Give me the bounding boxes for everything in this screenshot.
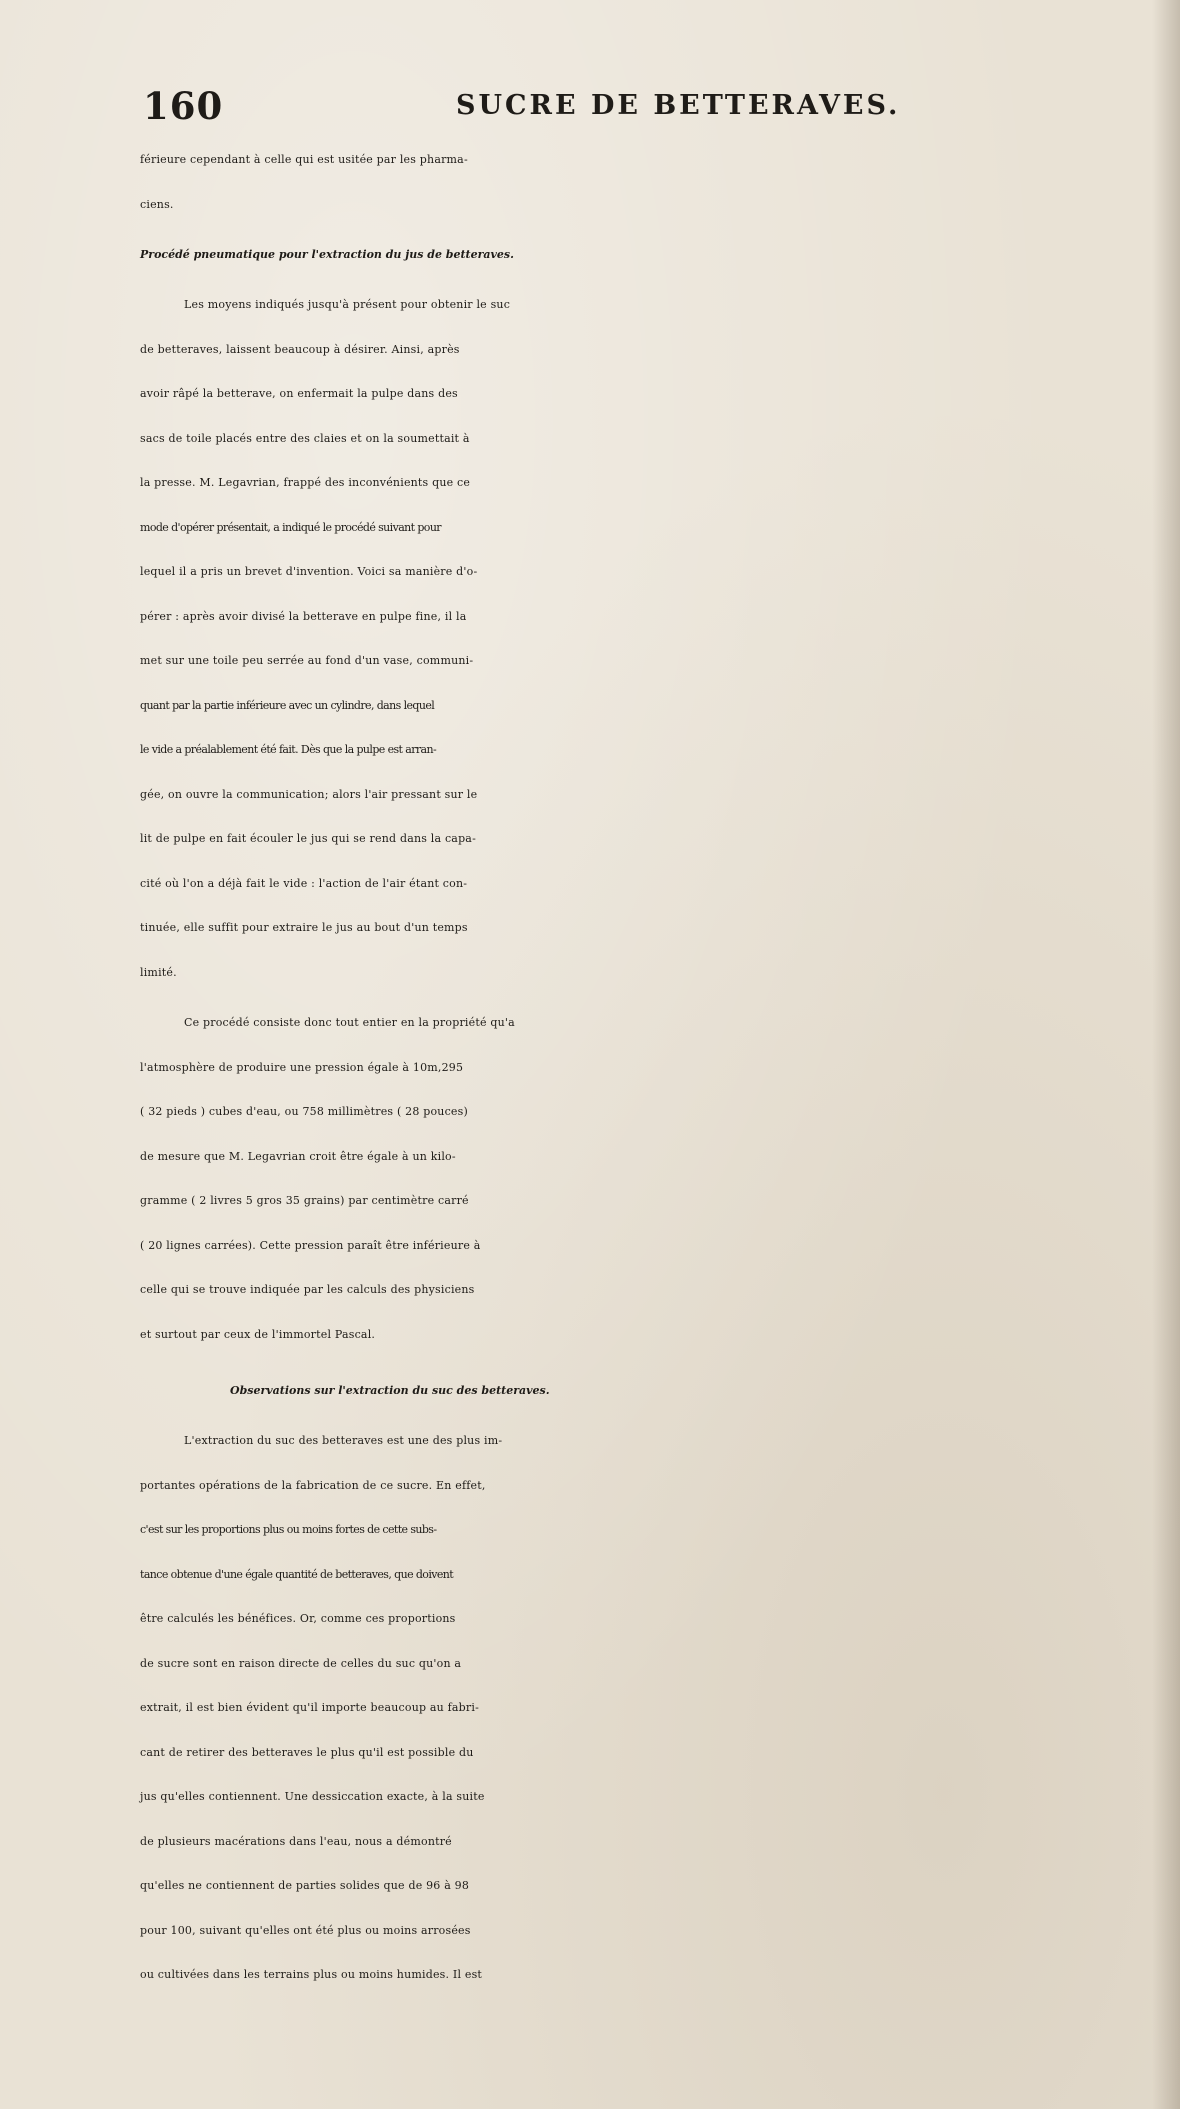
text-line: sacs de toile placés entre des claies et on la soumettait à xyxy=(140,431,470,445)
text-line: avoir râpé la betterave, on enfermait la pulpe dans des xyxy=(140,387,458,400)
page-body xyxy=(140,138,1170,1998)
text-line: c'est sur les proportions plus ou moins fortes de cette subs- xyxy=(140,1523,437,1536)
running-head: SUCRE DE BETTERAVES. xyxy=(456,90,901,121)
text-line: lit de pulpe en fait écouler le jus qui se rend dans la capa- xyxy=(140,832,476,845)
text-line: celle qui se trouve indiquée par les calculs des physiciens xyxy=(140,1283,475,1296)
text-line: gée, on ouvre la communication; alors l'air pressant sur le xyxy=(140,787,478,801)
text-line: ( 20 lignes carrées). Cette pression paraît être inférieure à xyxy=(140,1238,481,1252)
paragraph-first-line: Ce procédé consiste donc tout entier en la propriété qu'a xyxy=(184,1016,515,1029)
text-line: portantes opérations de la fabrication de ce sucre. En effet, xyxy=(140,1478,486,1492)
text-line: ciens. xyxy=(140,197,174,211)
text-line: mode d'opérer présentait, a indiqué le procédé suivant pour xyxy=(140,520,441,534)
text-line: met sur une toile peu serrée au fond d'un vase, communi- xyxy=(140,654,474,667)
text-line: lequel il a pris un brevet d'invention. Voici sa manière d'o- xyxy=(140,565,478,578)
text-line: et surtout par ceux de l'immortel Pascal. xyxy=(140,1327,376,1341)
text-line: extrait, il est bien évident qu'il importe beaucoup au fabri- xyxy=(140,1701,480,1714)
text-line: de sucre sont en raison directe de celles du suc qu'on a xyxy=(140,1656,462,1670)
text-line: gramme ( 2 livres 5 gros 35 grains) par centimètre carré xyxy=(140,1194,469,1207)
paragraph-first-line: L'extraction du suc des betteraves est une des plus im- xyxy=(184,1434,503,1447)
text-line: limité. xyxy=(140,965,177,979)
text-line: ou cultivées dans les terrains plus ou moins humides. Il est xyxy=(140,1968,483,1981)
text-line: l'atmosphère de produire une pression égale à 10m,295 xyxy=(140,1060,464,1074)
text-line: cité où l'on a déjà fait le vide : l'action de l'air étant con- xyxy=(140,876,468,890)
text-line: quant par la partie inférieure avec un cylindre, dans lequel xyxy=(140,698,435,712)
section-heading-observations: Observations sur l'extraction du suc des betteraves. xyxy=(230,1384,550,1397)
text-line: être calculés les bénéfices. Or, comme ces proportions xyxy=(140,1612,456,1625)
paragraph-first-line: Les moyens indiqués jusqu'à présent pour obtenir le suc xyxy=(184,298,511,311)
text-line: ( 32 pieds ) cubes d'eau, ou 758 millimètres ( 28 pouces) xyxy=(140,1105,468,1118)
text-line: le vide a préalablement été fait. Dès que la pulpe est arran- xyxy=(140,743,437,756)
text-line: jus qu'elles contiennent. Une dessiccation exacte, à la suite xyxy=(140,1790,485,1803)
page-header xyxy=(143,84,1153,134)
text-line: cant de retirer des betteraves le plus qu'il est possible du xyxy=(140,1745,474,1759)
text-line: pérer : après avoir divisé la betterave en pulpe fine, il la xyxy=(140,609,467,623)
text-line: la presse. M. Legavrian, frappé des inconvénients que ce xyxy=(140,476,471,489)
text-line: tance obtenue d'une égale quantité de betteraves, que doivent xyxy=(140,1567,454,1581)
text-line: de plusieurs macérations dans l'eau, nous a démontré xyxy=(140,1834,452,1848)
text-line: pour 100, suivant qu'elles ont été plus ou moins arrosées xyxy=(140,1923,471,1937)
text-line: de mesure que M. Legavrian croit être égale à un kilo- xyxy=(140,1149,456,1163)
text-line: qu'elles ne contiennent de parties solides que de 96 à 98 xyxy=(140,1879,470,1892)
text-line: de betteraves, laissent beaucoup à désirer. Ainsi, après xyxy=(140,342,460,356)
text-line: férieure cependant à celle qui est usitée par les pharma- xyxy=(140,153,468,166)
page-number: 160 xyxy=(143,84,224,128)
text-line: tinuée, elle suffit pour extraire le jus au bout d'un temps xyxy=(140,921,468,934)
section-heading-procede: Procédé pneumatique pour l'extraction du jus de betteraves. xyxy=(140,248,514,261)
